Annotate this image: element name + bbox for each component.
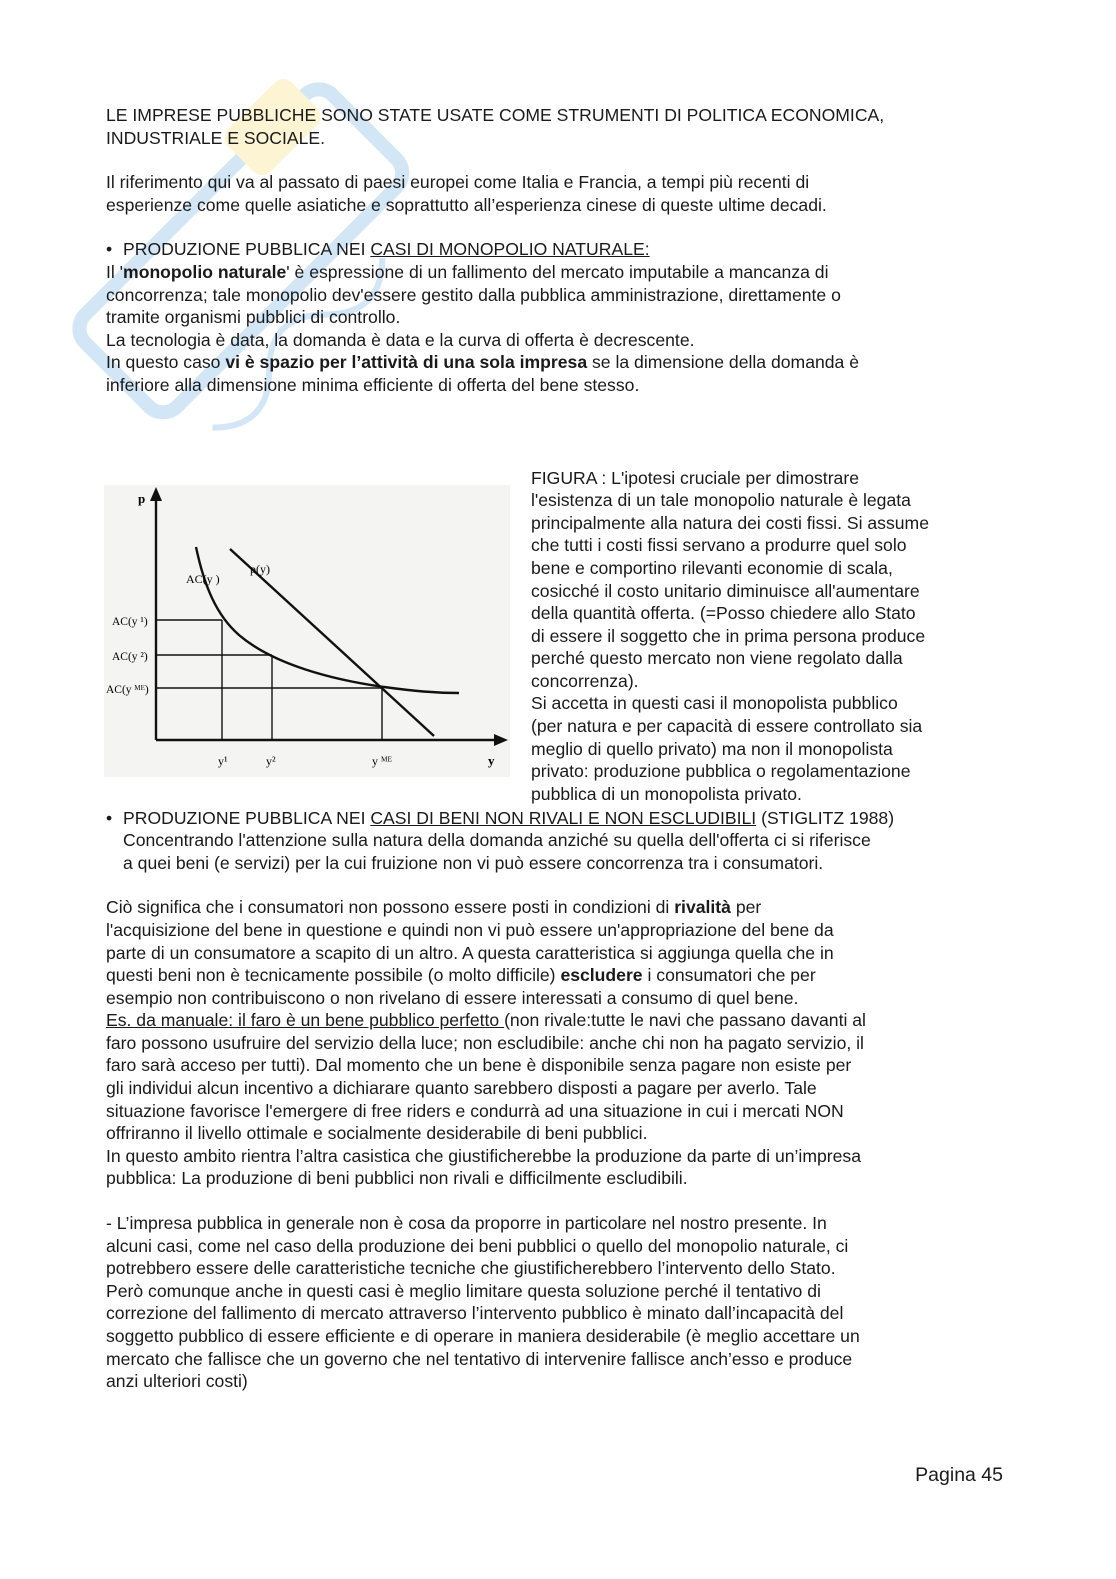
ac1-label: AC(y ¹) [112,615,148,628]
y2-label: y² [266,753,276,768]
page-number: Pagina 45 [915,1464,1003,1486]
ac2-label: AC(y ²) [112,650,148,663]
heading: LE IMPRESE PUBBLICHE SONO STATE USATE COME STRUMENTI DI POLITICA ECONOMICA, INDUSTRIALE E SOCIALE. [106,105,885,148]
conclusion-paragraph: - L’impresa pubblica in generale non è cosa da proporre in particolare nel nostro presente. In alcuni casi, come nel caso della produzione dei beni pubblici o quello del monopolio naturale, ci potrebbero essere delle caratteristiche tecniche che giustificherebbero l’intervento dello Stato. Però comunque anche in questi casi è meglio limitare questa soluzione perché il tentativo di correzione del fallimento di mercato attraverso l’intervento pubblico è minato dall’incapacità del soggetto pubblico di essere efficiente e di operare in maniera desiderabile (è meglio accettare un mercato che fallisce che un governo che nel tentativo di intervenire fallisce anch’esso e produce anzi ulteriori costi) [106,1213,860,1392]
yme-label: y ᴹᴱ [372,753,392,768]
x-axis-label: y [488,752,495,768]
y1-label: y¹ [218,753,228,768]
bullet-icon: • [106,239,113,260]
monopoly-graph [104,485,510,777]
ac-curve-label: AC(y ) [186,571,220,586]
section1-body: Il 'monopolio naturale' è espressione di un fallimento del mercato imputabile a mancanza di concorrenza; tale monopolio dev'essere gestito dalla pubblica amministrazione, direttamente o tramite organismi pubblici di controllo. La tecnologia è data, la domanda è data e la curva di offerta è decrescente. In questo caso vi è spazio per l’attività di una sola impresa se la dimensione della domanda è inferiore alla dimensione minima efficiente di offerta del bene stesso. [106,261,860,395]
acme-label: AC(y ᴹᴱ) [106,683,149,696]
y-axis-label: p [138,490,146,506]
intro-paragraph: Il riferimento qui va al passato di paesi europei come Italia e Francia, a tempi più recenti di esperienze come quelle asiatiche e soprattutto all’esperienza cinese di queste ultime decadi. [106,172,827,215]
bullet-icon: • [106,807,113,828]
demand-curve-label: p(y) [250,561,270,576]
document-page [106,104,1011,1393]
public-goods-paragraph: Ciò significa che i consumatori non possono essere posti in condizioni di rivalità per l'acquisizione del bene in questione e quindi non vi può essere un'appropriazione del bene da parte di un consumatore a scapito di un altro. A questa caratteristica si aggiunga quella che in questi beni non è tecnicamente possibile (o molto difficile) escludere i consumatori che per esempio non contribuiscono o non rivelano di essere interessati a consumo di quel bene. Es. da manuale: il faro è un bene pubblico perfetto (non rivale:tutte le navi che passano davanti al faro possono usufruire del servizio della luce; non escludibile: anche chi non ha pagato servizio, il faro sarà acceso per tutti). Dal momento che un bene è disponibile senza pagare non esiste per gli individui alcun incentivo a dichiarare quanto sarebbero disposti a pagare per averlo. Tale situazione favorisce l'emergere di free riders e condurrà ad una situazione in cui i mercati NON offriranno il livello ottimale e socialmente desiderabile di beni pubblici. In questo ambito rientra l’altra casistica che giustificherebbe la produzione da parte di un’impresa pubblica: La produzione di beni pubblici non rivali e difficilmente escludibili. [106,897,866,1189]
figure-caption: FIGURA : L'ipotesi cruciale per dimostrare l'esistenza di un tale monopolio naturale è legata principalmente alla natura dei costi fissi. Si assume che tutti i costi fissi servano a produrre quel solo bene e comportino rilevanti economie di scala, cosicché il costo unitario diminuisce all'aumentare della quantità offerta. (=Posso chiedere allo Stato di essere il soggetto che in prima persona produce perché questo mercato non viene regolato dalla concorrenza). Si accetta in questi casi il monopolista pubblico (per natura e per capacità di essere controllato sia meglio di quello privato) ma non il monopolista privato: produzione pubblica o regolamentazione pubblica di un monopolista privato. [531,467,929,804]
section1-heading: • PRODUZIONE PUBBLICA NEI CASI DI MONOPOLIO NATURALE: [106,239,650,260]
figure-block [106,467,1011,807]
section2-heading: • PRODUZIONE PUBBLICA NEI CASI DI BENI NON RIVALI E NON ESCLUDIBILI (STIGLITZ 1988) Concentrando l'attenzione sulla natura della domanda anziché su quella dell'offerta ci si riferisce a quei beni (e servizi) per la cui fruizione non vi può essere concorrenza tra i consumatori. [106,807,895,873]
